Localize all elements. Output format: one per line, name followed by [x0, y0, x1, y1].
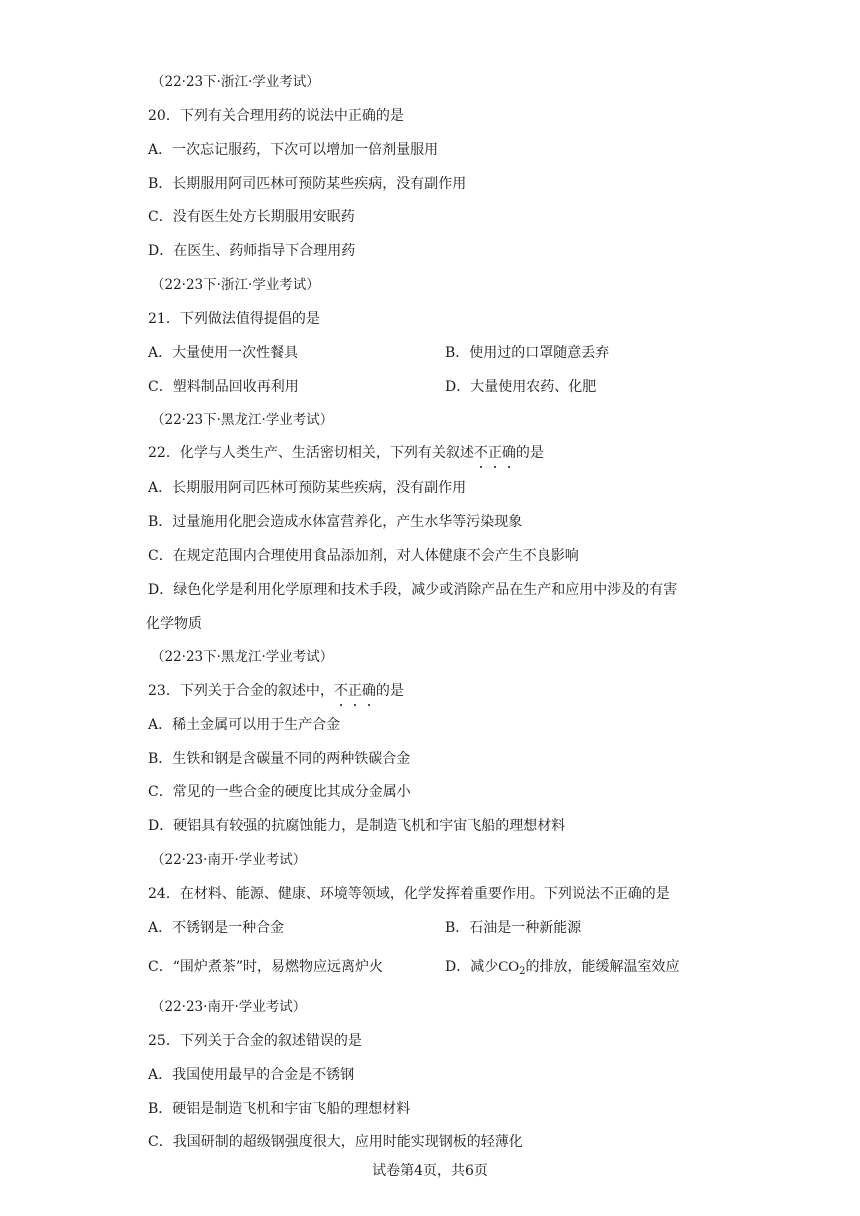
question-source: （22·23下·黑龙江·学业考试） — [151, 412, 334, 428]
emphasis-char: 不 — [473, 445, 488, 461]
question-stem: 20．下列有关合理用药的说法中正确的是 — [148, 108, 404, 124]
option-c: C．在规定范围内合理使用食品添加剂，对人体健康不会产生不良影响 — [148, 548, 579, 564]
question-source: （22·23·南开·学业考试） — [151, 852, 307, 868]
option-a: A．长期服用阿司匹林可预防某些疾病，没有副作用 — [148, 480, 467, 496]
question-source: （22·23下·浙江·学业考试） — [151, 74, 320, 90]
question-source: （22·23·南开·学业考试） — [151, 999, 307, 1015]
option-c: C．我国研制的超级钢强度很大，应用时能实现钢板的轻薄化 — [148, 1134, 523, 1150]
question-stem: 24．在材料、能源、健康、环境等领域，化学发挥着重要作用。下列说法不正确的是 — [148, 886, 670, 902]
option-b: B．过量施用化肥会造成水体富营养化，产生水华等污染现象 — [148, 514, 523, 530]
option-d: D．大量使用农药、化肥 — [445, 379, 597, 395]
emphasis-char: 确 — [501, 445, 516, 461]
option-b: B．石油是一种新能源 — [445, 920, 582, 936]
question-stem: 23．下列关于合金的叙述中，不正确的是 — [148, 683, 404, 699]
option-c: C．没有医生处方长期服用安眠药 — [148, 209, 355, 225]
option-d: D．绿色化学是利用化学原理和技术手段，减少或消除产品在生产和应用中涉及的有害 — [148, 582, 678, 598]
chemical-formula: CO — [498, 959, 520, 975]
option-d: D．减少$CO_2$的排放，能缓解温室效应 — [445, 959, 680, 977]
option-d: D．硬铝具有较强的抗腐蚀能力，是制造飞机和宇宙飞船的理想材料 — [148, 818, 566, 834]
page-footer: 试卷第4页，共6页 — [372, 1163, 488, 1179]
option-d-continued: 化学物质 — [146, 616, 202, 632]
emphasis-char: 正 — [347, 683, 362, 699]
option-a: A．稀土金属可以用于生产合金 — [148, 717, 341, 733]
question-stem: 21．下列做法值得提倡的是 — [148, 311, 320, 327]
question-source: （22·23下·黑龙江·学业考试） — [151, 649, 334, 665]
option-d: D．在医生、药师指导下合理用药 — [148, 243, 356, 259]
formula-subscript: 2 — [519, 966, 526, 977]
option-b: B．长期服用阿司匹林可预防某些疾病，没有副作用 — [148, 176, 467, 192]
option-b: B．生铁和钢是含碳量不同的两种铁碳合金 — [148, 751, 411, 767]
question-source: （22·23下·浙江·学业考试） — [151, 277, 320, 293]
question-stem: 22．化学与人类生产、生活密切相关，下列有关叙述不正确的是 — [148, 445, 544, 461]
question-stem: 25．下列关于合金的叙述错误的是 — [148, 1033, 362, 1049]
emphasis-char: 不 — [333, 683, 348, 699]
option-b: B．使用过的口罩随意丢弃 — [445, 345, 610, 361]
option-c: C．塑料制品回收再利用 — [148, 379, 299, 395]
option-c: C．常见的一些合金的硬度比其成分金属小 — [148, 784, 411, 800]
emphasis-char: 确 — [361, 683, 376, 699]
option-b: B．硬铝是制造飞机和宇宙飞船的理想材料 — [148, 1101, 411, 1117]
option-c: C．“围炉煮茶”时，易燃物应远离炉火 — [148, 959, 384, 975]
option-a: A．一次忘记服药，下次可以增加一倍剂量服用 — [148, 142, 439, 158]
option-a: A．大量使用一次性餐具 — [148, 345, 299, 361]
emphasis-char: 正 — [487, 445, 502, 461]
option-a: A．我国使用最早的合金是不锈钢 — [148, 1067, 355, 1083]
option-a: A．不锈钢是一种合金 — [148, 920, 285, 936]
